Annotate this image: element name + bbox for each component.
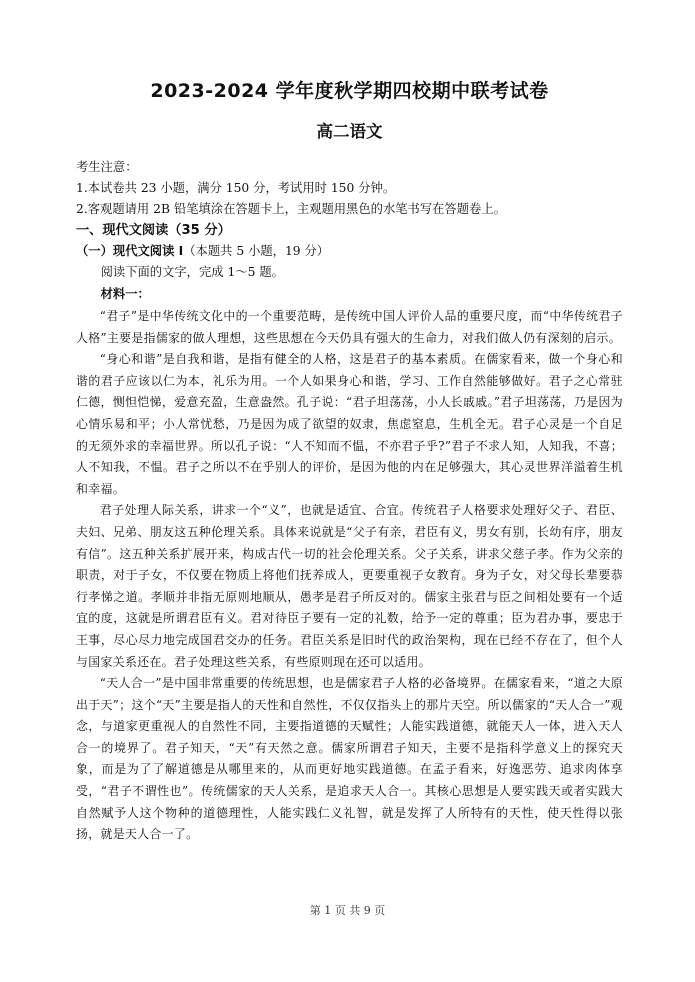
passage-paragraph-1: “君子”是中华传统文化中的一个重要范畴，是传统中国人评价人品的重要尺度，而“中华传统君子人格”主要是指儒家的做人理想，这些思想在今天仍具有强大的生命力，对我们做人仍有深刻的启示。 — [76, 309, 623, 345]
section-heading: 一、现代文阅读（35 分） — [76, 223, 231, 238]
subsection-heading — [76, 241, 623, 262]
passage-paragraph-3: 君子处理人际关系，讲求一个“义”，也就是适宜、合宜。传统君子人格要求处理好父子、君臣、夫妇、兄弟、朋友这五种伦理关系。具体来说就是“父子有亲，君臣有义，男女有别，长幼有序，朋友有信”。这五种关系扩展开来，构成古代一切的社会伦理关系。父子关系，讲求父慈子孝。作为父亲的职责，对于子女，不仅要在物质上将他们抚养成人，更要重视子女教育。身为子女，对父母长辈要恭行孝悌之道。孝顺并非指无原则地顺从，愚孝是君子所反对的。儒家主张君与臣之间相处要有一个适宜的度，这就是所谓君臣有义。君对待臣子要有一定的礼数，给予一定的尊重；臣为君办事，要忠于王事，尽心尽力地完成国君交办的任务。君臣关系是旧时代的政治架构，现在已经不存在了，但个人与国家关系还在。君子处理这些关系，有些原则现在还可以适用。 — [76, 503, 623, 669]
reading-passage — [76, 306, 623, 846]
reading-instruction: 阅读下面的文字，完成 1～5 题。 — [100, 265, 284, 279]
exam-title: 2023-2024 学年度秋学期四校期中联考试卷 — [150, 80, 549, 102]
exam-subject: 高二语文 — [316, 122, 383, 141]
notes-heading: 考生注意： — [76, 160, 138, 174]
page-number: 第 1 页 共 9 页 — [309, 904, 386, 917]
note-item-2: 2.客观题请用 2B 铅笔填涂在答题卡上，主观题用黑色的水笔书写在答题卷上。 — [76, 202, 506, 216]
material-label: 材料一： — [100, 287, 150, 301]
subsection-title: （一）现代文阅读 I — [76, 244, 184, 258]
passage-paragraph-4: “天人合一”是中国非常重要的传统思想，也是儒家君子人格的必备境界。在儒家看来，“道之大原出于天”；这个“天”主要是指人的天性和自然性，不仅仅指头上的那片天空。所以儒家的“天人合一”观念，与道家更重视人的自然性不同，主要指道德的天赋性；人能实践道德，就能天人一体，进入天人合一的境界了。君子知天，“天”有天然之意。儒家所谓君子知天，主要不是指科学意义上的探究天象，而是为了了解道德是从哪里来的，从而更好地实践道德。在孟子看来，好逸恶劳、追求肉体享受，“君子不谓性也”。传统儒家的天人关系，是追求天人合一。其核心思想是人要实践天或者实践大自然赋予人这个物种的道德理性，人能实践仁义礼智，就是发挥了人所特有的天性，使天性得以张扬，就是天人合一了。 — [76, 676, 623, 842]
subsection-scoring: （本题共 5 小题，19 分） — [183, 244, 330, 258]
passage-paragraph-2: “身心和谐”是自我和谐，是指有健全的人格，这是君子的基本素质。在儒家看来，做一个身心和谐的君子应该以仁为本，礼乐为用。一个人如果身心和谐，学习、工作自然能够做好。君子之心常驻仁德，恻怛恺悌，爱意充盈，生意盎然。孔子说：“君子坦荡荡，小人长戚戚。”君子坦荡荡，乃是因为心情乐易和平；小人常忧愁，乃是因为成了欲望的奴隶，焦虑窒息，生机全无。君子心灵是一个自足的无须外求的幸福世界。所以孔子说：“人不知而不愠，不亦君子乎?”君子不求人知，人知我，不喜；人不知我，不愠。君子之所以不在乎别人的评价，是因为他的内在足够强大，其心灵世界洋溢着生机和幸福。 — [76, 352, 623, 496]
candidate-notes — [76, 157, 623, 220]
note-item-1: 1.本试卷共 23 小题，满分 150 分，考试用时 150 分钟。 — [76, 181, 396, 195]
